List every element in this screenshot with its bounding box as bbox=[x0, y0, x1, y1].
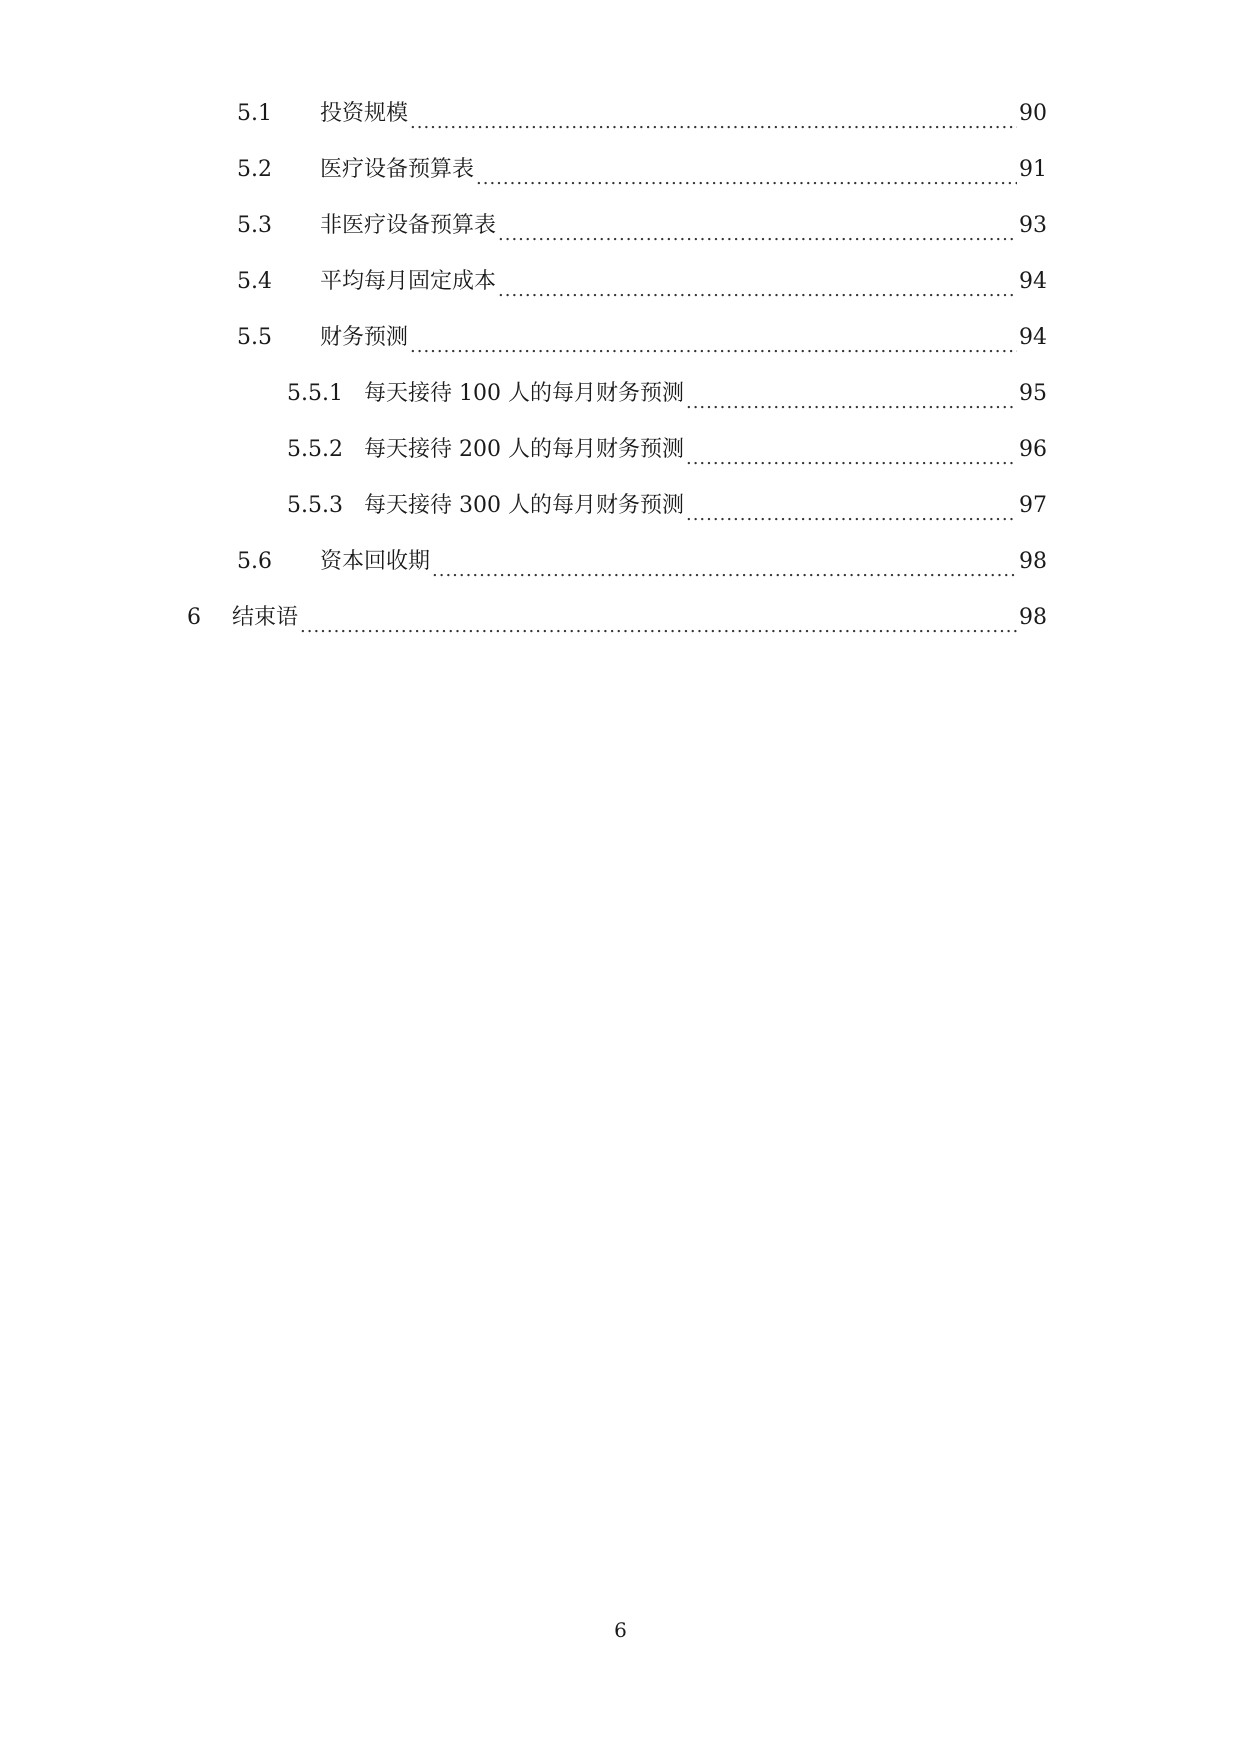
toc-dot-leader bbox=[686, 501, 1017, 523]
toc-entry-page: 93 bbox=[1019, 213, 1047, 238]
toc-entry-page: 98 bbox=[1019, 549, 1047, 574]
toc-entry-number: 5.5 bbox=[237, 325, 272, 350]
toc-entry-number: 5.1 bbox=[237, 101, 272, 126]
toc-entry-number: 5.5.1 bbox=[287, 381, 343, 406]
toc-entry-title: 投资规模 bbox=[320, 101, 409, 126]
toc-entry[interactable] bbox=[0, 198, 1241, 254]
toc-entry[interactable] bbox=[0, 254, 1241, 310]
toc-entry-title: 医疗设备预算表 bbox=[320, 157, 475, 182]
toc-entry-page: 95 bbox=[1019, 381, 1047, 406]
toc-entry-page: 91 bbox=[1019, 157, 1047, 182]
toc-dot-leader bbox=[410, 109, 1017, 131]
toc-entry-page: 94 bbox=[1019, 269, 1047, 294]
toc-entry-title: 平均每月固定成本 bbox=[320, 269, 497, 294]
toc-entry-title: 结束语 bbox=[232, 605, 299, 630]
toc-entry-title: 每天接待 100 人的每月财务预测 bbox=[364, 381, 684, 406]
toc-entry[interactable] bbox=[0, 422, 1241, 478]
toc-dot-leader bbox=[432, 557, 1017, 579]
toc-entry-number: 5.6 bbox=[237, 549, 272, 574]
toc-entry[interactable] bbox=[0, 590, 1241, 646]
toc-entry-title: 非医疗设备预算表 bbox=[320, 213, 497, 238]
toc-entry-title: 每天接待 200 人的每月财务预测 bbox=[364, 437, 684, 462]
toc-dot-leader bbox=[686, 389, 1017, 411]
toc-dot-leader bbox=[300, 613, 1017, 635]
toc-entry-page: 96 bbox=[1019, 437, 1047, 462]
toc-entry[interactable] bbox=[0, 534, 1241, 590]
toc-entry-number: 5.5.3 bbox=[287, 493, 343, 518]
toc-entry-title: 资本回收期 bbox=[320, 549, 431, 574]
toc-entry-number: 5.2 bbox=[237, 157, 272, 182]
toc-dot-leader bbox=[410, 333, 1017, 355]
toc-entry-number: 5.3 bbox=[237, 213, 272, 238]
toc-entry-number: 6 bbox=[187, 605, 201, 630]
table-of-contents bbox=[0, 86, 1241, 646]
toc-entry[interactable] bbox=[0, 142, 1241, 198]
toc-entry-number: 5.5.2 bbox=[287, 437, 343, 462]
toc-entry-page: 94 bbox=[1019, 325, 1047, 350]
toc-entry-title: 每天接待 300 人的每月财务预测 bbox=[364, 493, 684, 518]
toc-entry-title: 财务预测 bbox=[320, 325, 409, 350]
toc-entry[interactable] bbox=[0, 478, 1241, 534]
toc-entry-page: 98 bbox=[1019, 605, 1047, 630]
toc-dot-leader bbox=[498, 277, 1017, 299]
toc-dot-leader bbox=[686, 445, 1017, 467]
toc-entry-page: 97 bbox=[1019, 493, 1047, 518]
toc-dot-leader bbox=[498, 221, 1017, 243]
page-number: 6 bbox=[614, 1618, 627, 1642]
toc-entry[interactable] bbox=[0, 86, 1241, 142]
toc-entry-page: 90 bbox=[1019, 101, 1047, 126]
toc-entry[interactable] bbox=[0, 366, 1241, 422]
toc-entry-number: 5.4 bbox=[237, 269, 272, 294]
toc-dot-leader bbox=[476, 165, 1017, 187]
toc-entry[interactable] bbox=[0, 310, 1241, 366]
